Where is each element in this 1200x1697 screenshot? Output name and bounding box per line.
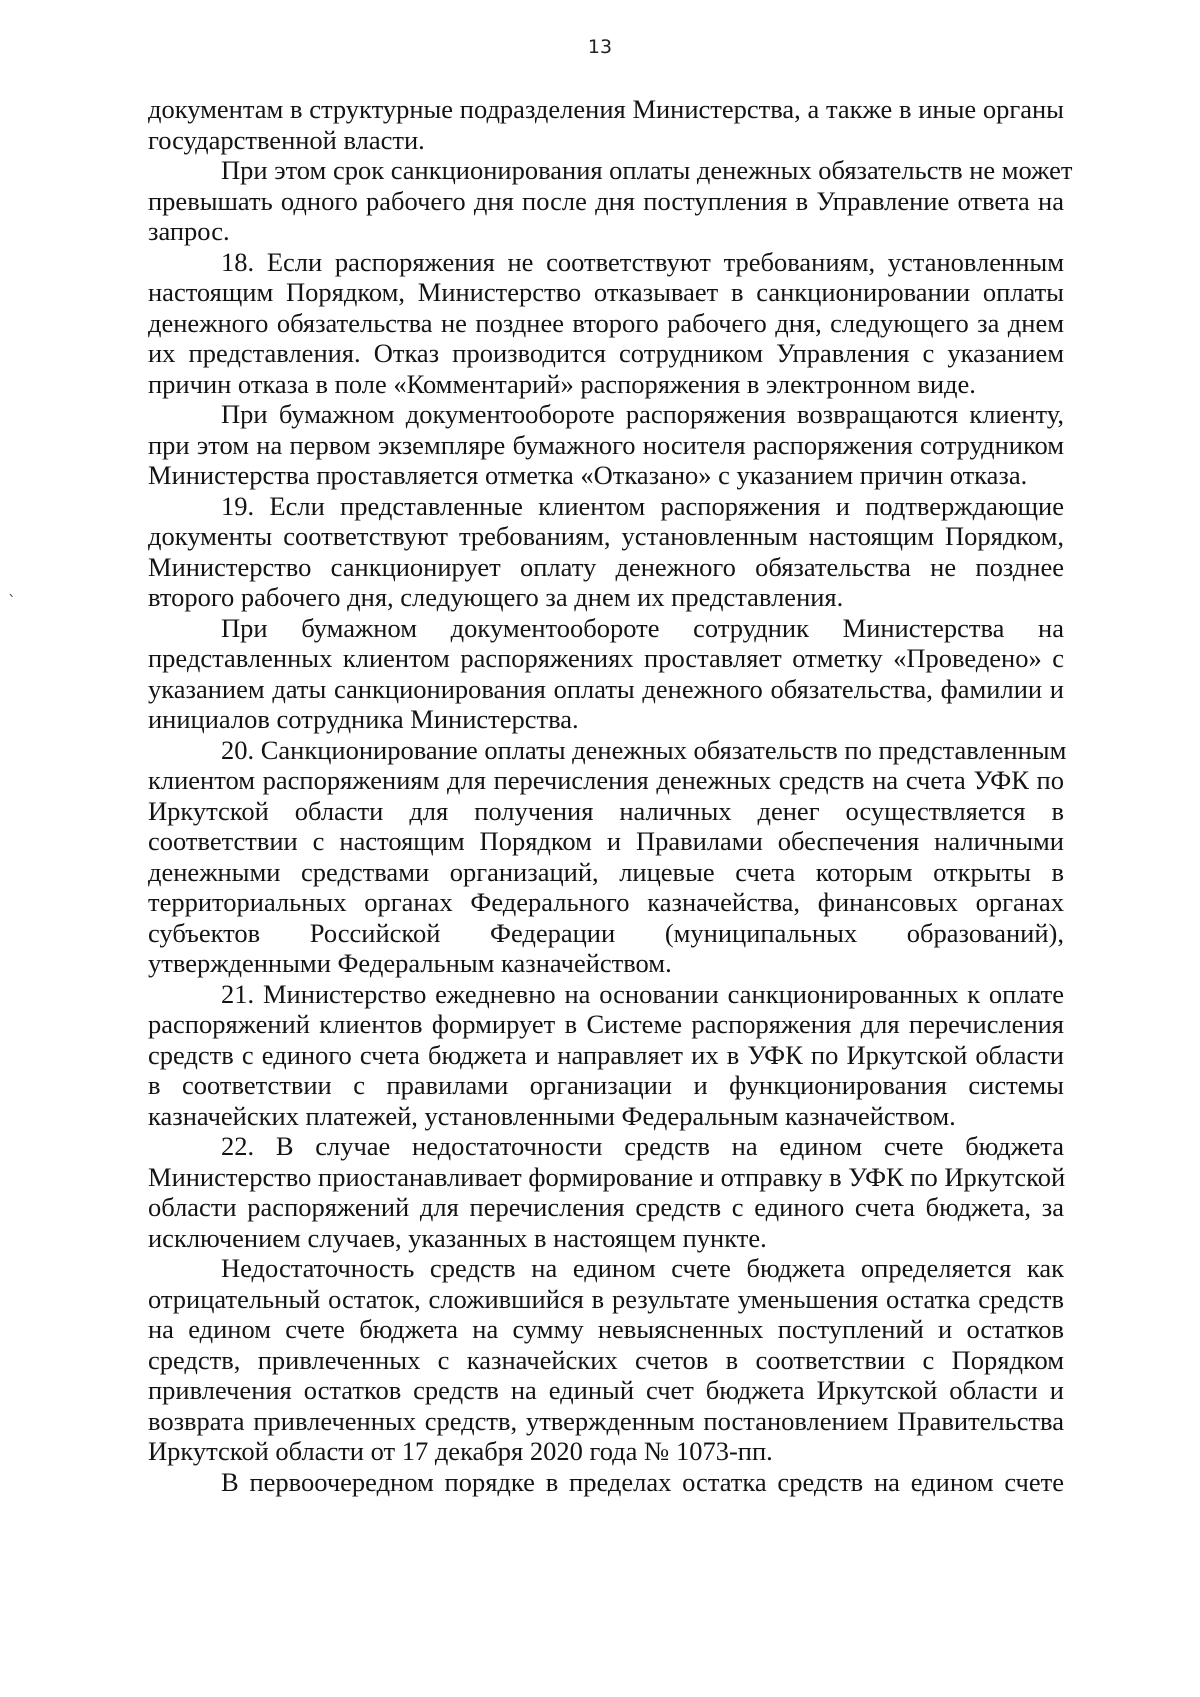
page-number: 13	[587, 36, 613, 58]
text-line: их представления. Отказ производится сотрудником Управления с указанием	[148, 338, 1064, 368]
text-line: причин отказа в поле «Комментарий» распоряжения в электронном виде.	[148, 368, 976, 399]
text-line: государственной власти.	[148, 124, 425, 155]
text-line: В первоочередном порядке в пределах остатка средств на едином счете	[221, 1466, 1064, 1497]
text-line: Министерство приостанавливает формирование и отправку в УФК по Иркутской	[148, 1161, 1066, 1192]
text-line: денежного обязательства не позднее второго рабочего дня, следующего за днем	[148, 307, 1064, 338]
text-line: Министерства проставляется отметка «Отказано» с указанием причин отказа.	[148, 460, 1028, 490]
text-line: Иркутской области от 17 декабря 2020 года № 1073-пп.	[148, 1436, 773, 1466]
text-line: привлечения остатков средств на единый счет бюджета Иркутской области и	[148, 1375, 1064, 1405]
text-line: 20. Санкционирование оплаты денежных обязательств по представленным	[221, 734, 1067, 765]
text-line: указанием даты санкционирования оплаты денежного обязательства, фамилии и	[148, 673, 1064, 704]
text-line: средств с единого счета бюджета и направляет их в УФК по Иркутской области	[148, 1039, 1064, 1070]
text-line: 22. В случае недостаточности средств на едином счете бюджета	[221, 1131, 1064, 1161]
paragraph	[148, 734, 1067, 979]
paragraph	[148, 1253, 1064, 1467]
text-line: При этом срок санкционирования оплаты денежных обязательств не может	[221, 155, 1073, 185]
paragraph	[148, 979, 1064, 1132]
text-line: Иркутской области для получения наличных денег осуществляется в	[148, 795, 1064, 826]
paragraph	[148, 1131, 1064, 1253]
text-line: в соответствии с правилами организации и функционирования системы	[148, 1070, 1064, 1100]
text-line: Министерство санкционирует оплату денежного обязательства не позднее	[148, 551, 1064, 582]
text-line: клиентом распоряжениям для перечисления денежных средств на счета УФК по	[148, 765, 1064, 795]
text-line: исключением случаев, указанных в настоящем пункте.	[148, 1222, 767, 1253]
text-line: субъектов Российской Федерации (муниципальных образований),	[148, 917, 1064, 948]
text-line: соответствии с настоящим Порядком и Правилами обеспечения наличными	[148, 826, 1064, 856]
text-line: документам в структурные подразделения Министерства, а также в иные органы	[148, 94, 1064, 124]
text-line: настоящим Порядком, Министерство отказывает в санкционировании оплаты	[148, 277, 1064, 307]
paragraph	[148, 399, 1064, 491]
text-line: утвержденными Федеральным казначейством.	[148, 948, 672, 978]
paragraph	[148, 1467, 1064, 1498]
text-line: инициалов сотрудника Министерства.	[148, 704, 579, 734]
paragraph	[148, 613, 1064, 735]
text-line: казначейских платежей, установленными Федеральным казначейством.	[148, 1100, 956, 1131]
text-line: 21. Министерство ежедневно на основании санкционированных к оплате	[221, 978, 1064, 1009]
text-line: возврата привлеченных средств, утвержденным постановлением Правительства	[148, 1405, 1064, 1436]
scan-speck: `	[8, 592, 16, 611]
text-line: 18. Если распоряжения не соответствуют требованиям, установленным	[221, 246, 1064, 277]
paragraph	[148, 491, 1064, 613]
text-line: Недостаточность средств на едином счете бюджета определяется как	[221, 1253, 1064, 1283]
text-line: При бумажном документообороте сотрудник Министерства на	[221, 612, 1064, 643]
text-line: денежными средствами организаций, лицевые счета которым открыты в	[148, 856, 1064, 887]
text-line: области распоряжений для перечисления средств с единого счета бюджета, за	[148, 1192, 1064, 1222]
paragraph	[148, 247, 1064, 400]
text-line: превышать одного рабочего дня после дня поступления в Управление ответа на	[148, 185, 1064, 216]
text-line: на едином счете бюджета на сумму невыясненных поступлений и остатков	[148, 1314, 1064, 1344]
text-line: распоряжений клиентов формирует в Системе распоряжения для перечисления	[148, 1009, 1064, 1039]
text-line: при этом на первом экземпляре бумажного носителя распоряжения сотрудником	[148, 429, 1064, 460]
text-line: средств, привлеченных с казначейских счетов в соответствии с Порядком	[148, 1344, 1064, 1375]
text-line: территориальных органах Федерального казначейства, финансовых органах	[148, 887, 1064, 917]
text-line: отрицательный остаток, сложившийся в результате уменьшения остатка средств	[148, 1283, 1064, 1314]
text-line: 19. Если представленные клиентом распоряжения и подтверждающие	[221, 490, 1064, 521]
paragraph	[148, 94, 1064, 155]
text-line: документы соответствуют требованиям, установленным настоящим Порядком,	[148, 521, 1064, 551]
paragraph	[148, 155, 1073, 247]
text-line: запрос.	[148, 216, 230, 246]
text-line: представленных клиентом распоряжениях проставляет отметку «Проведено» с	[148, 643, 1064, 673]
text-line: второго рабочего дня, следующего за днем их представления.	[148, 582, 844, 612]
text-line: При бумажном документообороте распоряжения возвращаются клиенту,	[221, 399, 1064, 429]
document-body	[148, 94, 1073, 1497]
